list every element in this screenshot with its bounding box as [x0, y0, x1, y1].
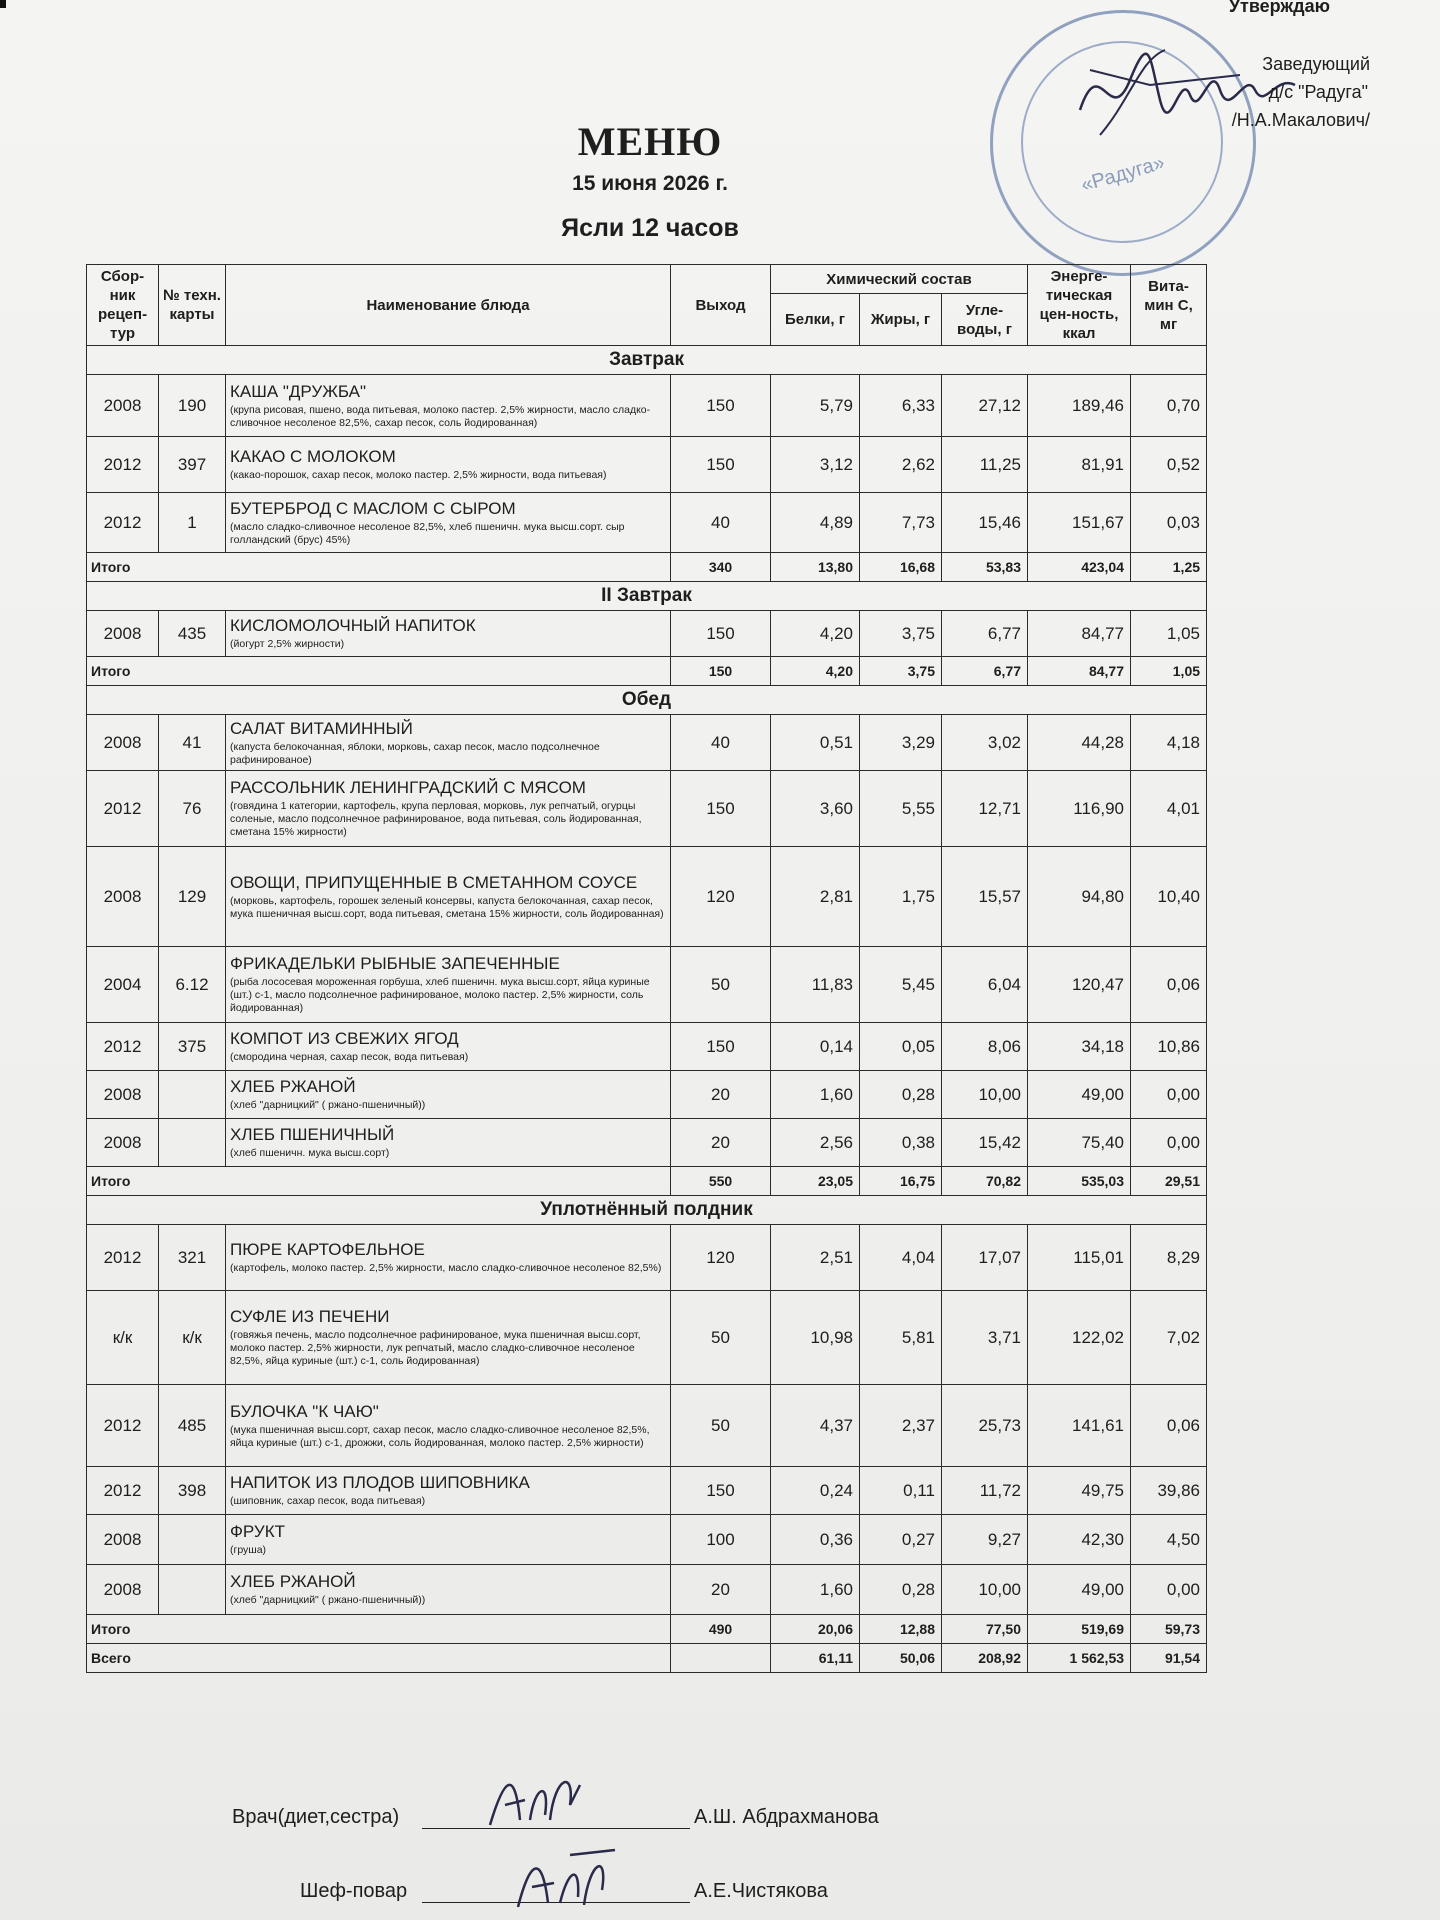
- cell-protein: 5,79: [771, 375, 860, 437]
- total-label: Итого: [87, 553, 671, 582]
- table-row: [87, 1515, 1207, 1565]
- cell-collection: 2012: [87, 1467, 159, 1515]
- grand-total-output: [671, 1644, 771, 1673]
- table-row: [87, 1565, 1207, 1615]
- total-label: Итого: [87, 657, 671, 686]
- dish-name: БУЛОЧКА "К ЧАЮ": [230, 1401, 379, 1421]
- cell-dish: [226, 493, 671, 553]
- grand-total-energy: 1 562,53: [1028, 1644, 1131, 1673]
- cell-protein: 4,20: [771, 611, 860, 657]
- section-title: II Завтрак: [87, 582, 1207, 611]
- header-carbs: Угле-воды, г: [942, 294, 1028, 346]
- cell-collection: 2008: [87, 1119, 159, 1167]
- cell-vitamin: 10,40: [1131, 847, 1207, 947]
- dish-name: ХЛЕБ РЖАНОЙ: [230, 1077, 356, 1096]
- cell-dish: [226, 1565, 671, 1615]
- menu-date: 15 июня 2026 г.: [572, 172, 728, 195]
- cell-vitamin: 7,02: [1131, 1291, 1207, 1385]
- cell-fat: 5,81: [860, 1291, 942, 1385]
- cell-carbs: 12,71: [942, 771, 1028, 847]
- cell-vitamin: 8,29: [1131, 1225, 1207, 1291]
- cell-card: [159, 1565, 226, 1615]
- cell-vitamin: 0,52: [1131, 437, 1207, 493]
- cell-carbs: 17,07: [942, 1225, 1028, 1291]
- cell-vitamin: 0,06: [1131, 1385, 1207, 1467]
- cell-collection: 2008: [87, 847, 159, 947]
- cell-vitamin: 10,86: [1131, 1023, 1207, 1071]
- dish-name: НАПИТОК ИЗ ПЛОДОВ ШИПОВНИКА: [230, 1473, 530, 1492]
- table-row: [87, 1467, 1207, 1515]
- total-vitamin: 59,73: [1131, 1615, 1207, 1644]
- total-fat: 16,75: [860, 1167, 942, 1196]
- cell-output: 20: [671, 1119, 771, 1167]
- cell-card: [159, 1119, 226, 1167]
- cell-vitamin: 4,50: [1131, 1515, 1207, 1565]
- cell-card: [159, 1071, 226, 1119]
- dish-name: ФРУКТ: [230, 1522, 285, 1541]
- signature-doctor: [0, 1798, 1440, 1838]
- cell-carbs: 6,04: [942, 947, 1028, 1023]
- cell-fat: 0,38: [860, 1119, 942, 1167]
- header-output: Выход: [671, 265, 771, 346]
- total-row: [87, 553, 1207, 582]
- total-output: 550: [671, 1167, 771, 1196]
- total-output: 150: [671, 657, 771, 686]
- dish-ingredients: (хлеб пшеничн. мука высш.сорт): [230, 1147, 390, 1159]
- cell-protein: 0,51: [771, 715, 860, 771]
- cell-carbs: 15,42: [942, 1119, 1028, 1167]
- header-energy: Энерге-тическая цен-ность, ккал: [1028, 265, 1131, 346]
- cell-carbs: 27,12: [942, 375, 1028, 437]
- section-title: Обед: [87, 686, 1207, 715]
- cell-output: 50: [671, 1291, 771, 1385]
- corner-mark: [0, 0, 6, 8]
- cell-card: 190: [159, 375, 226, 437]
- cell-dish: [226, 947, 671, 1023]
- total-protein: 20,06: [771, 1615, 860, 1644]
- cell-vitamin: 4,18: [1131, 715, 1207, 771]
- cell-energy: 81,91: [1028, 437, 1131, 493]
- cell-collection: 2008: [87, 611, 159, 657]
- cell-energy: 49,75: [1028, 1467, 1131, 1515]
- section-row: [87, 346, 1207, 375]
- dish-name: КАКАО С МОЛОКОМ: [230, 447, 396, 466]
- cell-carbs: 15,46: [942, 493, 1028, 553]
- cell-output: 150: [671, 375, 771, 437]
- total-fat: 12,88: [860, 1615, 942, 1644]
- dish-ingredients: (крупа рисовая, пшено, вода питьевая, молоко пастер. 2,5% жирности, масло сладко-сливочное несоленое 82,5%, сахар песок, соль йодированная): [230, 403, 651, 429]
- grand-total-protein: 61,11: [771, 1644, 860, 1673]
- cell-fat: 7,73: [860, 493, 942, 553]
- cell-collection: 2008: [87, 1565, 159, 1615]
- table-row: [87, 847, 1207, 947]
- table-row: [87, 1119, 1207, 1167]
- cell-dish: [226, 847, 671, 947]
- cell-energy: 34,18: [1028, 1023, 1131, 1071]
- total-output: 490: [671, 1615, 771, 1644]
- total-vitamin: 1,25: [1131, 553, 1207, 582]
- total-row: [87, 657, 1207, 686]
- total-carbs: 53,83: [942, 553, 1028, 582]
- stamp-center-text: «Радуга»: [1078, 151, 1168, 197]
- dish-name: ХЛЕБ РЖАНОЙ: [230, 1572, 356, 1591]
- cell-dish: [226, 715, 671, 771]
- cell-output: 50: [671, 1385, 771, 1467]
- cell-fat: 2,37: [860, 1385, 942, 1467]
- cell-card: к/к: [159, 1291, 226, 1385]
- dish-ingredients: (йогурт 2,5% жирности): [230, 638, 345, 650]
- cell-fat: 0,27: [860, 1515, 942, 1565]
- dish-name: САЛАТ ВИТАМИННЫЙ: [230, 718, 413, 738]
- cell-dish: [226, 1119, 671, 1167]
- cell-carbs: 3,71: [942, 1291, 1028, 1385]
- cell-carbs: 3,02: [942, 715, 1028, 771]
- cell-fat: 2,62: [860, 437, 942, 493]
- total-protein: 23,05: [771, 1167, 860, 1196]
- section-title: Завтрак: [87, 346, 1207, 375]
- cell-dish: [226, 375, 671, 437]
- cell-protein: 2,81: [771, 847, 860, 947]
- cell-protein: 3,12: [771, 437, 860, 493]
- cell-card: 321: [159, 1225, 226, 1291]
- cell-protein: 0,24: [771, 1467, 860, 1515]
- cell-output: 150: [671, 437, 771, 493]
- grand-total-fat: 50,06: [860, 1644, 942, 1673]
- cell-energy: 49,00: [1028, 1071, 1131, 1119]
- header-dish: Наименование блюда: [226, 265, 671, 346]
- cell-collection: 2008: [87, 1071, 159, 1119]
- cell-collection: 2008: [87, 375, 159, 437]
- cell-dish: [226, 437, 671, 493]
- cell-protein: 1,60: [771, 1071, 860, 1119]
- header-fat: Жиры, г: [860, 294, 942, 346]
- cell-fat: 0,11: [860, 1467, 942, 1515]
- signature-name: А.Ш. Абдрахманова: [694, 1806, 879, 1828]
- total-carbs: 70,82: [942, 1167, 1028, 1196]
- cell-output: 150: [671, 771, 771, 847]
- table-row: [87, 375, 1207, 437]
- total-carbs: 77,50: [942, 1615, 1028, 1644]
- total-protein: 13,80: [771, 553, 860, 582]
- dish-name: БУТЕРБРОД С МАСЛОМ С СЫРОМ: [230, 498, 516, 518]
- cell-dish: [226, 1467, 671, 1515]
- dish-ingredients: (картофель, молоко пастер. 2,5% жирности, масло сладко-сливочное несоленое 82,5%): [230, 1262, 662, 1274]
- cell-vitamin: 1,05: [1131, 611, 1207, 657]
- total-energy: 519,69: [1028, 1615, 1131, 1644]
- grand-total-carbs: 208,92: [942, 1644, 1028, 1673]
- cell-protein: 2,51: [771, 1225, 860, 1291]
- cell-protein: 4,89: [771, 493, 860, 553]
- approval-org: д/с "Радуга": [1268, 82, 1368, 102]
- cell-energy: 189,46: [1028, 375, 1131, 437]
- cell-output: 120: [671, 847, 771, 947]
- cell-energy: 141,61: [1028, 1385, 1131, 1467]
- cell-fat: 0,28: [860, 1071, 942, 1119]
- signature-role: Шеф-повар: [300, 1880, 408, 1902]
- dish-ingredients: (хлеб "дарницкий" ( ржано-пшеничный)): [230, 1594, 426, 1606]
- dish-name: РАССОЛЬНИК ЛЕНИНГРАДСКИЙ С МЯСОМ: [230, 778, 586, 797]
- approval-position: Заведующий: [1262, 54, 1370, 74]
- cell-carbs: 10,00: [942, 1071, 1028, 1119]
- signature-chef: [0, 1872, 1440, 1912]
- dish-name: КОМПОТ ИЗ СВЕЖИХ ЯГОД: [230, 1029, 459, 1048]
- total-carbs: 6,77: [942, 657, 1028, 686]
- cell-card: 1: [159, 493, 226, 553]
- cell-card: 41: [159, 715, 226, 771]
- grand-total-label: Всего: [87, 1644, 671, 1673]
- header-vitamin: Вита-мин С, мг: [1131, 265, 1207, 346]
- dish-ingredients: (капуста белокочанная, яблоки, морковь, сахар песок, масло подсолнечное рафинированое): [230, 740, 600, 766]
- cell-fat: 1,75: [860, 847, 942, 947]
- menu-table: [86, 264, 1207, 1673]
- cell-output: 40: [671, 493, 771, 553]
- cell-output: 40: [671, 715, 771, 771]
- table-row: [87, 947, 1207, 1023]
- cell-output: 150: [671, 611, 771, 657]
- page-title: МЕНЮ: [577, 119, 723, 164]
- cell-vitamin: 0,70: [1131, 375, 1207, 437]
- total-vitamin: 29,51: [1131, 1167, 1207, 1196]
- cell-vitamin: 0,03: [1131, 493, 1207, 553]
- cell-collection: 2012: [87, 437, 159, 493]
- header-chem: Химический состав: [771, 265, 1028, 294]
- cell-collection: 2008: [87, 715, 159, 771]
- table-row: [87, 1071, 1207, 1119]
- dish-ingredients: (говяжья печень, масло подсолнечное рафинированое, мука пшеничная высш.сорт, молоко пастер. 2,5% жирности, лук репчатый, масло сладко-сливочное несоленое 82,5%, яйца куриные (шт.) с-1, соль йодированная): [230, 1329, 641, 1367]
- cell-collection: 2004: [87, 947, 159, 1023]
- table-header-row: [87, 265, 1207, 294]
- cell-energy: 120,47: [1028, 947, 1131, 1023]
- grand-total-vitamin: 91,54: [1131, 1644, 1207, 1673]
- cell-fat: 5,45: [860, 947, 942, 1023]
- header-protein: Белки, г: [771, 294, 860, 346]
- dish-ingredients: (мука пшеничная высш.сорт, сахар песок, масло сладко-сливочное несоленое 82,5%, яйца куриные (шт.) с-1, дрожжи, соль йодированная, молоко пастер. 2,5% жирности): [230, 1423, 650, 1449]
- cell-collection: 2008: [87, 1515, 159, 1565]
- cell-dish: [226, 1225, 671, 1291]
- cell-carbs: 6,77: [942, 611, 1028, 657]
- section-row: [87, 686, 1207, 715]
- cell-energy: 116,90: [1028, 771, 1131, 847]
- table-row: [87, 1225, 1207, 1291]
- total-protein: 4,20: [771, 657, 860, 686]
- total-fat: 3,75: [860, 657, 942, 686]
- dish-ingredients: (хлеб "дарницкий" ( ржано-пшеничный)): [230, 1099, 426, 1111]
- grand-total-row: [87, 1644, 1207, 1673]
- cell-carbs: 15,57: [942, 847, 1028, 947]
- cell-vitamin: 0,00: [1131, 1071, 1207, 1119]
- approval-name: /Н.А.Макалович/: [1231, 110, 1370, 130]
- cell-protein: 11,83: [771, 947, 860, 1023]
- cell-card: 398: [159, 1467, 226, 1515]
- cell-energy: 42,30: [1028, 1515, 1131, 1565]
- cell-carbs: 9,27: [942, 1515, 1028, 1565]
- cell-card: 435: [159, 611, 226, 657]
- cell-vitamin: 0,06: [1131, 947, 1207, 1023]
- cell-dish: [226, 611, 671, 657]
- cell-energy: 115,01: [1028, 1225, 1131, 1291]
- cell-carbs: 8,06: [942, 1023, 1028, 1071]
- dish-name: ФРИКАДЕЛЬКИ РЫБНЫЕ ЗАПЕЧЕННЫЕ: [230, 954, 560, 973]
- cell-dish: [226, 1023, 671, 1071]
- total-label: Итого: [87, 1615, 671, 1644]
- dish-name: ХЛЕБ ПШЕНИЧНЫЙ: [230, 1125, 395, 1144]
- cell-card: 76: [159, 771, 226, 847]
- total-energy: 535,03: [1028, 1167, 1131, 1196]
- dish-ingredients: (морковь, картофель, горошек зеленый консервы, капуста белокочанная, сахар песок, мука пшеничная высш.сорт, вода питьевая, сметана 15% жирности, соль йодированная): [230, 894, 664, 920]
- cell-output: 150: [671, 1023, 771, 1071]
- dish-ingredients: (говядина 1 категории, картофель, крупа перловая, морковь, лук репчатый, огурцы соленые, масло подсолнечное рафинированое, вода питьевая, соль йодированная, сметана 15% жирности): [230, 800, 642, 838]
- cell-protein: 0,14: [771, 1023, 860, 1071]
- section-title: Уплотнённый полдник: [87, 1196, 1207, 1225]
- cell-fat: 4,04: [860, 1225, 942, 1291]
- cell-protein: 2,56: [771, 1119, 860, 1167]
- dish-name: КАША "ДРУЖБА": [230, 381, 367, 401]
- dish-ingredients: (масло сладко-сливочное несоленое 82,5%, хлеб пшеничн. мука высш.сорт. сыр голландский (брус) 45%): [230, 520, 625, 546]
- cell-output: 100: [671, 1515, 771, 1565]
- dish-name: ОВОЩИ, ПРИПУЩЕННЫЕ В СМЕТАННОМ СОУСЕ: [230, 872, 638, 892]
- table-row: [87, 1023, 1207, 1071]
- table-row: [87, 1385, 1207, 1467]
- dish-ingredients: (груша): [230, 1544, 267, 1556]
- cell-protein: 0,36: [771, 1515, 860, 1565]
- cell-dish: [226, 1515, 671, 1565]
- cell-fat: 3,75: [860, 611, 942, 657]
- cell-fat: 5,55: [860, 771, 942, 847]
- cell-vitamin: 4,01: [1131, 771, 1207, 847]
- chef-signature: [510, 1845, 620, 1915]
- cell-dish: [226, 1385, 671, 1467]
- dish-ingredients: (шиповник, сахар песок, вода питьевая): [230, 1495, 426, 1507]
- cell-vitamin: 39,86: [1131, 1467, 1207, 1515]
- cell-collection: 2012: [87, 771, 159, 847]
- cell-vitamin: 0,00: [1131, 1565, 1207, 1615]
- cell-fat: 0,05: [860, 1023, 942, 1071]
- cell-carbs: 11,72: [942, 1467, 1028, 1515]
- dish-name: ПЮРЕ КАРТОФЕЛЬНОЕ: [230, 1240, 425, 1259]
- cell-energy: 94,80: [1028, 847, 1131, 947]
- cell-dish: [226, 1071, 671, 1119]
- total-output: 340: [671, 553, 771, 582]
- cell-protein: 3,60: [771, 771, 860, 847]
- cell-energy: 75,40: [1028, 1119, 1131, 1167]
- total-label: Итого: [87, 1167, 671, 1196]
- cell-collection: 2012: [87, 1225, 159, 1291]
- cell-output: 120: [671, 1225, 771, 1291]
- approval-heading: Утверждаю: [1228, 0, 1330, 16]
- dish-name: КИСЛОМОЛОЧНЫЙ НАПИТОК: [230, 616, 476, 635]
- header-collection: Сбор-ник рецеп-тур: [87, 265, 159, 346]
- cell-collection: 2012: [87, 1023, 159, 1071]
- cell-card: 397: [159, 437, 226, 493]
- total-energy: 84,77: [1028, 657, 1131, 686]
- cell-energy: 49,00: [1028, 1565, 1131, 1615]
- signature-role: Врач(диет,сестра): [232, 1806, 400, 1828]
- doctor-signature: [480, 1765, 590, 1835]
- total-vitamin: 1,05: [1131, 657, 1207, 686]
- cell-fat: 3,29: [860, 715, 942, 771]
- cell-energy: 44,28: [1028, 715, 1131, 771]
- table-row: [87, 611, 1207, 657]
- cell-collection: 2012: [87, 1385, 159, 1467]
- cell-fat: 0,28: [860, 1565, 942, 1615]
- cell-vitamin: 0,00: [1131, 1119, 1207, 1167]
- cell-output: 50: [671, 947, 771, 1023]
- dish-ingredients: (рыба лососевая мороженная горбуша, хлеб пшеничн. мука высш.сорт, яйца куриные (шт.) с-1, масло подсолнечное рафинированое, молоко пастер. 2,5% жирности, соль йодированная): [230, 976, 650, 1014]
- cell-card: 6.12: [159, 947, 226, 1023]
- menu-table-body: [87, 346, 1207, 1673]
- table-row: [87, 771, 1207, 847]
- cell-collection: к/к: [87, 1291, 159, 1385]
- dish-ingredients: (смородина черная, сахар песок, вода питьевая): [230, 1051, 469, 1063]
- cell-card: 485: [159, 1385, 226, 1467]
- cell-dish: [226, 1291, 671, 1385]
- menu-group: Ясли 12 часов: [561, 214, 739, 242]
- cell-energy: 84,77: [1028, 611, 1131, 657]
- cell-output: 20: [671, 1565, 771, 1615]
- total-energy: 423,04: [1028, 553, 1131, 582]
- cell-card: 129: [159, 847, 226, 947]
- cell-collection: 2012: [87, 493, 159, 553]
- cell-output: 20: [671, 1071, 771, 1119]
- cell-carbs: 10,00: [942, 1565, 1028, 1615]
- dish-name: СУФЛЕ ИЗ ПЕЧЕНИ: [230, 1307, 390, 1326]
- total-row: [87, 1167, 1207, 1196]
- cell-dish: [226, 771, 671, 847]
- cell-output: 150: [671, 1467, 771, 1515]
- cell-protein: 10,98: [771, 1291, 860, 1385]
- table-row: [87, 437, 1207, 493]
- table-row: [87, 493, 1207, 553]
- cell-carbs: 11,25: [942, 437, 1028, 493]
- total-fat: 16,68: [860, 553, 942, 582]
- cell-card: 375: [159, 1023, 226, 1071]
- cell-card: [159, 1515, 226, 1565]
- cell-protein: 1,60: [771, 1565, 860, 1615]
- header-card: № техн. карты: [159, 265, 226, 346]
- cell-carbs: 25,73: [942, 1385, 1028, 1467]
- dish-ingredients: (какао-порошок, сахар песок, молоко пастер. 2,5% жирности, вода питьевая): [230, 469, 607, 481]
- cell-fat: 6,33: [860, 375, 942, 437]
- section-row: [87, 1196, 1207, 1225]
- cell-protein: 4,37: [771, 1385, 860, 1467]
- cell-energy: 151,67: [1028, 493, 1131, 553]
- table-row: [87, 1291, 1207, 1385]
- signature-name: А.Е.Чистякова: [694, 1880, 828, 1902]
- total-row: [87, 1615, 1207, 1644]
- section-row: [87, 582, 1207, 611]
- cell-energy: 122,02: [1028, 1291, 1131, 1385]
- table-row: [87, 715, 1207, 771]
